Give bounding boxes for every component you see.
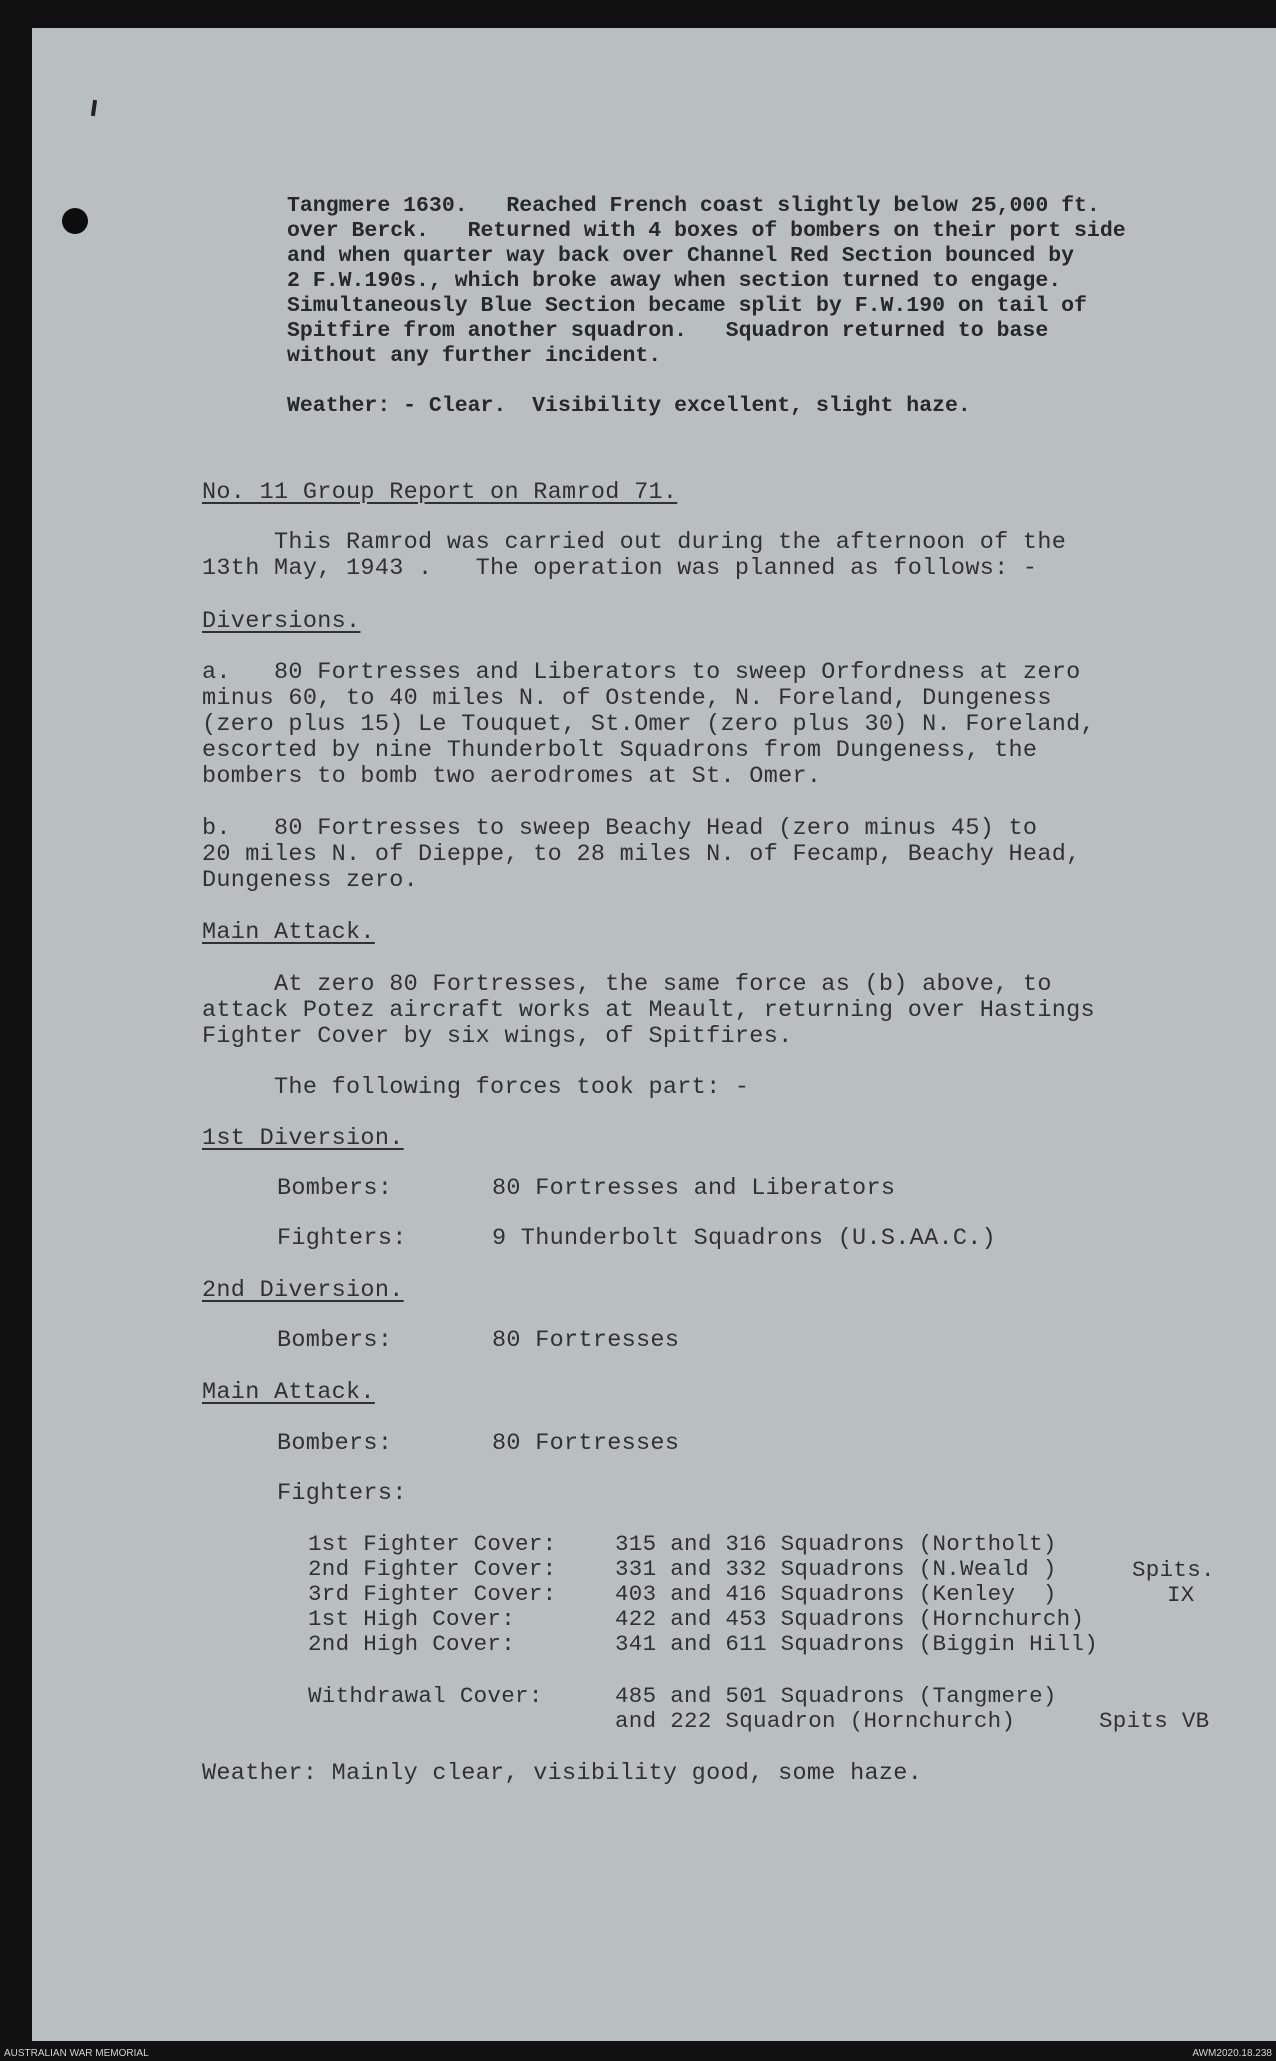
second-diversion-bombers-label: Bombers: (277, 1327, 393, 1354)
main-attack-heading: Main Attack. (202, 919, 375, 946)
spits-note: Spits. (1132, 1557, 1215, 1583)
fighter-cover-role: 2nd Fighter Cover: (308, 1556, 557, 1582)
report-heading: No. 11 Group Report on Ramrod 71. (202, 479, 678, 506)
second-diversion-bombers-value: 80 Fortresses (492, 1327, 680, 1354)
diversions-heading: Diversions. (202, 608, 361, 635)
diversion-a-line: (zero plus 15) Le Touquet, St.Omer (zero plus 30) N. Foreland, (202, 711, 1095, 738)
withdrawal-note: Spits VB (1099, 1708, 1210, 1734)
fighter-cover-role: 1st High Cover: (308, 1606, 516, 1632)
fighter-cover-squadrons: 403 and 416 Squadrons (Kenley ) (615, 1581, 1057, 1607)
fighter-cover-role: 1st Fighter Cover: (308, 1531, 557, 1557)
fighter-cover-squadrons: 422 and 453 Squadrons (Hornchurch) (615, 1606, 1085, 1632)
intro-paragraph-line: without any further incident. (287, 344, 662, 368)
main-attack-bombers-value: 80 Fortresses (492, 1430, 680, 1457)
diversion-a-line: minus 60, to 40 miles N. of Ostende, N. Foreland, Dungeness (202, 685, 1052, 712)
footer-right: AWM2020.18.238 (1192, 2048, 1272, 2059)
opening-line: This Ramrod was carried out during the afternoon of the (202, 529, 1067, 556)
main-attack-line: attack Potez aircraft works at Meault, returning over Hastings (202, 997, 1095, 1024)
punch-hole (62, 208, 88, 234)
intro-paragraph-line: Simultaneously Blue Section became split by F.W.190 on tail of (287, 294, 1087, 318)
withdrawal-line: 485 and 501 Squadrons (Tangmere) (615, 1683, 1057, 1709)
opening-line: 13th May, 1943 . The operation was planned as follows: - (202, 555, 1038, 582)
fighter-cover-squadrons: 331 and 332 Squadrons (N.Weald ) (615, 1556, 1057, 1582)
diversion-b-line: 20 miles N. of Dieppe, to 28 miles N. of Fecamp, Beachy Head, (202, 841, 1081, 868)
intro-paragraph-line: Tangmere 1630. Reached French coast slightly below 25,000 ft. (287, 194, 1100, 218)
fighter-cover-role: 3rd Fighter Cover: (308, 1581, 557, 1607)
fighter-cover-role: 2nd High Cover: (308, 1631, 516, 1657)
forces-intro: The following forces took part: - (202, 1074, 750, 1101)
diversion-a-line: a. 80 Fortresses and Liberators to sweep Orfordness at zero (202, 659, 1081, 686)
fighter-cover-squadrons: 341 and 611 Squadrons (Biggin Hill) (615, 1631, 1099, 1657)
first-diversion-bombers-value: 80 Fortresses and Liberators (492, 1175, 896, 1202)
second-diversion-heading: 2nd Diversion. (202, 1277, 404, 1304)
intro-paragraph-line: over Berck. Returned with 4 boxes of bombers on their port side (287, 219, 1126, 243)
spits-note: IX (1167, 1582, 1195, 1608)
diversion-a-line: bombers to bomb two aerodromes at St. Omer. (202, 763, 822, 790)
main-attack-line: Fighter Cover by six wings, of Spitfires. (202, 1023, 793, 1050)
diversion-a-line: escorted by nine Thunderbolt Squadrons from Dungeness, the (202, 737, 1038, 764)
intro-weather: Weather: - Clear. Visibility excellent, slight haze. (287, 394, 971, 418)
main-attack-forces-heading: Main Attack. (202, 1379, 375, 1406)
first-diversion-heading: 1st Diversion. (202, 1125, 404, 1152)
first-diversion-fighters-value: 9 Thunderbolt Squadrons (U.S.AA.C.) (492, 1225, 997, 1252)
intro-paragraph-line: Spitfire from another squadron. Squadron returned to base (287, 319, 1049, 343)
first-diversion-bombers-label: Bombers: (277, 1175, 393, 1202)
withdrawal-role: Withdrawal Cover: (308, 1683, 543, 1709)
document-page (32, 28, 1276, 2041)
footer-left: AUSTRALIAN WAR MEMORIAL (4, 2048, 149, 2059)
first-diversion-fighters-label: Fighters: (277, 1225, 407, 1252)
intro-paragraph-line: 2 F.W.190s., which broke away when section turned to engage. (287, 269, 1062, 293)
main-attack-line: At zero 80 Fortresses, the same force as (b) above, to (202, 971, 1052, 998)
intro-paragraph-line: and when quarter way back over Channel Red Section bounced by (287, 244, 1075, 268)
diversion-b-line: b. 80 Fortresses to sweep Beachy Head (zero minus 45) to (202, 815, 1038, 842)
pencil-mark (91, 100, 97, 116)
fighter-cover-squadrons: 315 and 316 Squadrons (Northolt) (615, 1531, 1057, 1557)
diversion-b-line: Dungeness zero. (202, 867, 419, 894)
main-attack-bombers-label: Bombers: (277, 1430, 393, 1457)
withdrawal-line: and 222 Squadron (Hornchurch) (615, 1708, 1016, 1734)
main-attack-fighters-label: Fighters: (277, 1480, 407, 1507)
closing-weather: Weather: Mainly clear, visibility good, some haze. (202, 1760, 923, 1787)
